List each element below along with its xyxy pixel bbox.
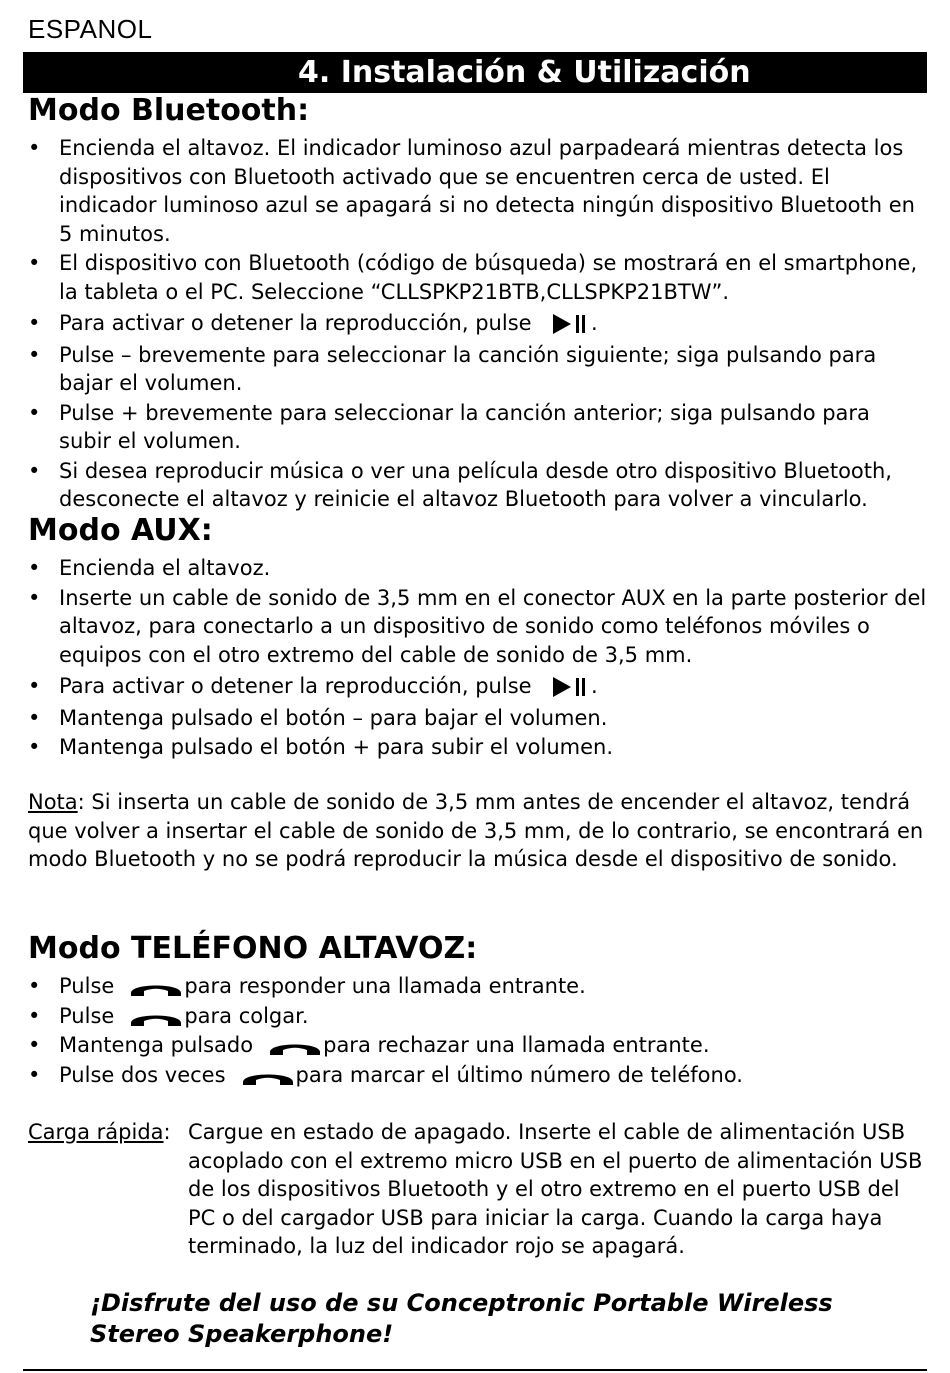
play-pause-icon	[551, 312, 591, 336]
phone-handset-icon	[240, 1066, 296, 1086]
section-title: 4. Instalación & Utilización	[298, 55, 751, 90]
aux-list	[28, 554, 928, 763]
list-item: • Pulse dos veces para marcar el último número de teléfono.	[28, 1061, 928, 1090]
bluetooth-heading: Modo Bluetooth:	[28, 93, 310, 128]
charge-label: Carga rápida	[28, 1120, 164, 1144]
list-item: • Pulse para colgar.	[28, 1002, 928, 1031]
closing-message: ¡Disfrute del uso de su Conceptronic Portable Wireless Stereo Speakerphone!	[90, 1289, 833, 1348]
aux-heading: Modo AUX:	[28, 513, 213, 548]
charge-paragraph: Carga rápida: Cargue en estado de apagado. Inserte el cable de alimentación USB acoplado con el extremo micro USB en el puerto de alimentación USB de los dispositivos Bluetooth y el otro extremo en el puerto USB del PC o del cargador USB para iniciar la carga. Cuando la carga haya terminado, la luz del indicador rojo se apagará.	[28, 1118, 928, 1261]
list-item: • Para activar o detener la reproducción, pulse .	[28, 309, 928, 338]
list-item: • El dispositivo con Bluetooth (código de búsqueda) se mostrará en el smartphone, la tableta o el PC. Seleccione “CLLSPKP21BTB,CLLSPKP21BTW”.	[28, 249, 928, 306]
list-item: • Encienda el altavoz.	[28, 554, 928, 583]
list-item: • Mantenga pulsado el botón + para subir el volumen.	[28, 733, 928, 762]
note-paragraph	[28, 788, 928, 874]
charge-text: Cargue en estado de apagado. Inserte el cable de alimentación USB acoplado con el extremo micro USB en el puerto de alimentación USB de los dispositivos Bluetooth y el otro extremo en el puerto USB del PC o del cargador USB para iniciar la carga. Cuando la carga haya terminado, la luz del indicador rojo se apagará.	[188, 1120, 923, 1258]
note-text: : Si inserta un cable de sonido de 3,5 mm antes de encender el altavoz, tendrá que volver a insertar el cable de sonido de 3,5 mm, de lo contrario, se encontrará en modo Bluetooth y no se podrá reproducir la música desde el dispositivo de sonido.	[28, 790, 924, 871]
list-item: • Encienda el altavoz. El indicador luminoso azul parpadeará mientras detecta los dispositivos con Bluetooth activado que se encuentren cerca de usted. El indicador luminoso azul se apagará si no detecta ningún dispositivo Bluetooth en 5 minutos.	[28, 134, 928, 248]
list-item: • Mantenga pulsado el botón – para bajar el volumen.	[28, 704, 928, 733]
list-item: • Si desea reproducir música o ver una película desde otro dispositivo Bluetooth, desconecte el altavoz y reinicie el altavoz Bluetooth para volver a vincularlo.	[28, 457, 928, 514]
phone-list	[28, 972, 928, 1090]
list-item: • Pulse – brevemente para seleccionar la canción siguiente; siga pulsando para bajar el volumen.	[28, 341, 928, 398]
phone-heading: Modo TELÉFONO ALTAVOZ:	[28, 931, 478, 966]
section-banner	[23, 52, 927, 93]
play-pause-icon	[551, 675, 591, 699]
list-item: • Mantenga pulsado para rechazar una llamada entrante.	[28, 1031, 928, 1060]
phone-handset-icon	[128, 1007, 184, 1027]
phone-handset-icon	[128, 977, 184, 997]
footer-rule	[23, 1369, 927, 1371]
note-label: Nota	[28, 790, 78, 814]
list-item: • Pulse para responder una llamada entrante.	[28, 972, 928, 1001]
bluetooth-list	[28, 134, 928, 515]
list-item: • Pulse + brevemente para seleccionar la canción anterior; siga pulsando para subir el volumen.	[28, 399, 928, 456]
list-item: • Inserte un cable de sonido de 3,5 mm en el conector AUX en la parte posterior del altavoz, para conectarlo a un dispositivo de sonido como teléfonos móviles o equipos con el otro extremo del cable de sonido de 3,5 mm.	[28, 584, 928, 670]
language-label: ESPANOL	[28, 14, 153, 44]
phone-handset-icon	[267, 1036, 323, 1056]
list-item: • Para activar o detener la reproducción, pulse .	[28, 672, 928, 701]
